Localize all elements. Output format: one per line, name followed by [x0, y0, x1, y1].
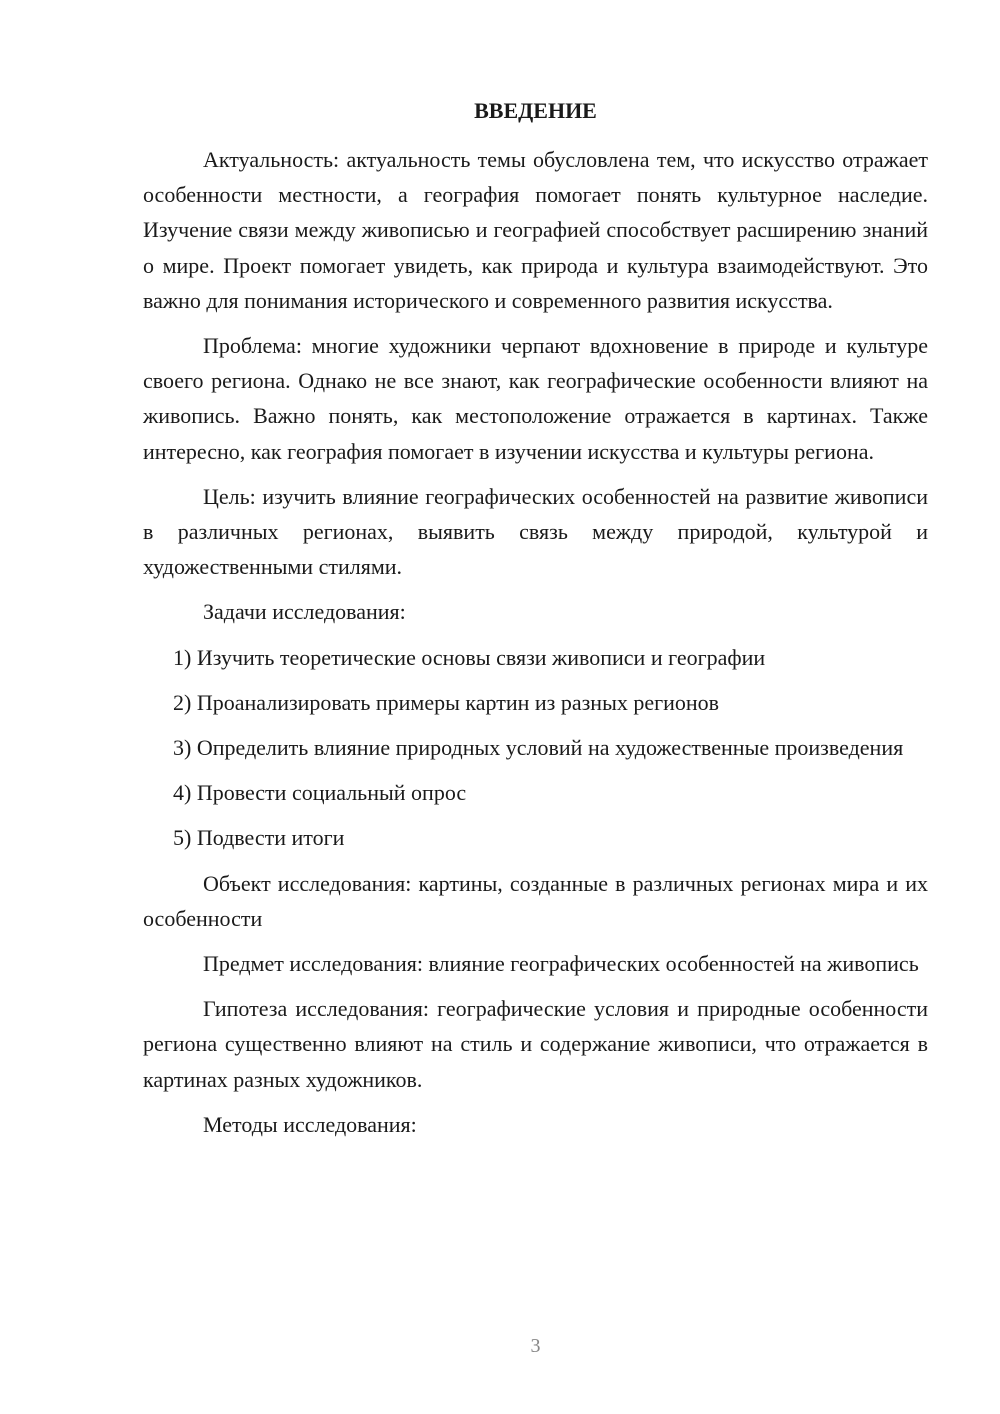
paragraph-methods-heading: Методы исследования: — [203, 1111, 417, 1137]
paragraph-problem: Проблема: многие художники черпают вдохновение в природе и культуре своего региона. Однако не все знают, как географические особенности влияют на живопись. Важно понять, как местоположение отражается в картинах. Также интересно, как география помогает в изучении искусства и культуры региона. — [143, 333, 928, 464]
paragraph-tasks-heading: Задачи исследования: — [203, 599, 406, 625]
paragraph-goal: Цель: изучить влияние географических особенностей на развитие живописи в различных регионах, выявить связь между природой, культурой и художественными стилями. — [143, 483, 928, 580]
task-item-4: 4) Провести социальный опрос — [173, 780, 467, 806]
task-item-3: 3) Определить влияние природных условий на художественные произведения — [173, 735, 904, 761]
paragraph-object: Объект исследования: картины, созданные в различных регионах мира и их особенности — [143, 870, 928, 931]
document-body — [143, 142, 928, 1152]
task-item-1: 1) Изучить теоретические основы связи живописи и географии — [173, 644, 766, 670]
paragraph-relevance: Актуальность: актуальность темы обусловлена тем, что искусство отражает особенности местности, а география помогает понять культурное наследие. Изучение связи между живописью и географией способствует расширению знаний о мире. Проект помогает увидеть, как природа и культура взаимодействуют. Это важно для понимания исторического и современного развития искусства. — [143, 147, 928, 313]
task-item-2: 2) Проанализировать примеры картин из разных регионов — [173, 689, 720, 715]
page-number: 3 — [530, 1335, 541, 1357]
paragraph-hypothesis: Гипотеза исследования: географические условия и природные особенности региона существенно влияют на стиль и содержание живописи, что отражается в картинах разных художников. — [143, 996, 928, 1092]
paragraph-subject: Предмет исследования: влияние географических особенностей на живопись — [203, 951, 919, 977]
task-item-5: 5) Подвести итоги — [173, 825, 345, 851]
document-page — [143, 0, 928, 1414]
page-title: ВВЕДЕНИЕ — [474, 98, 597, 123]
